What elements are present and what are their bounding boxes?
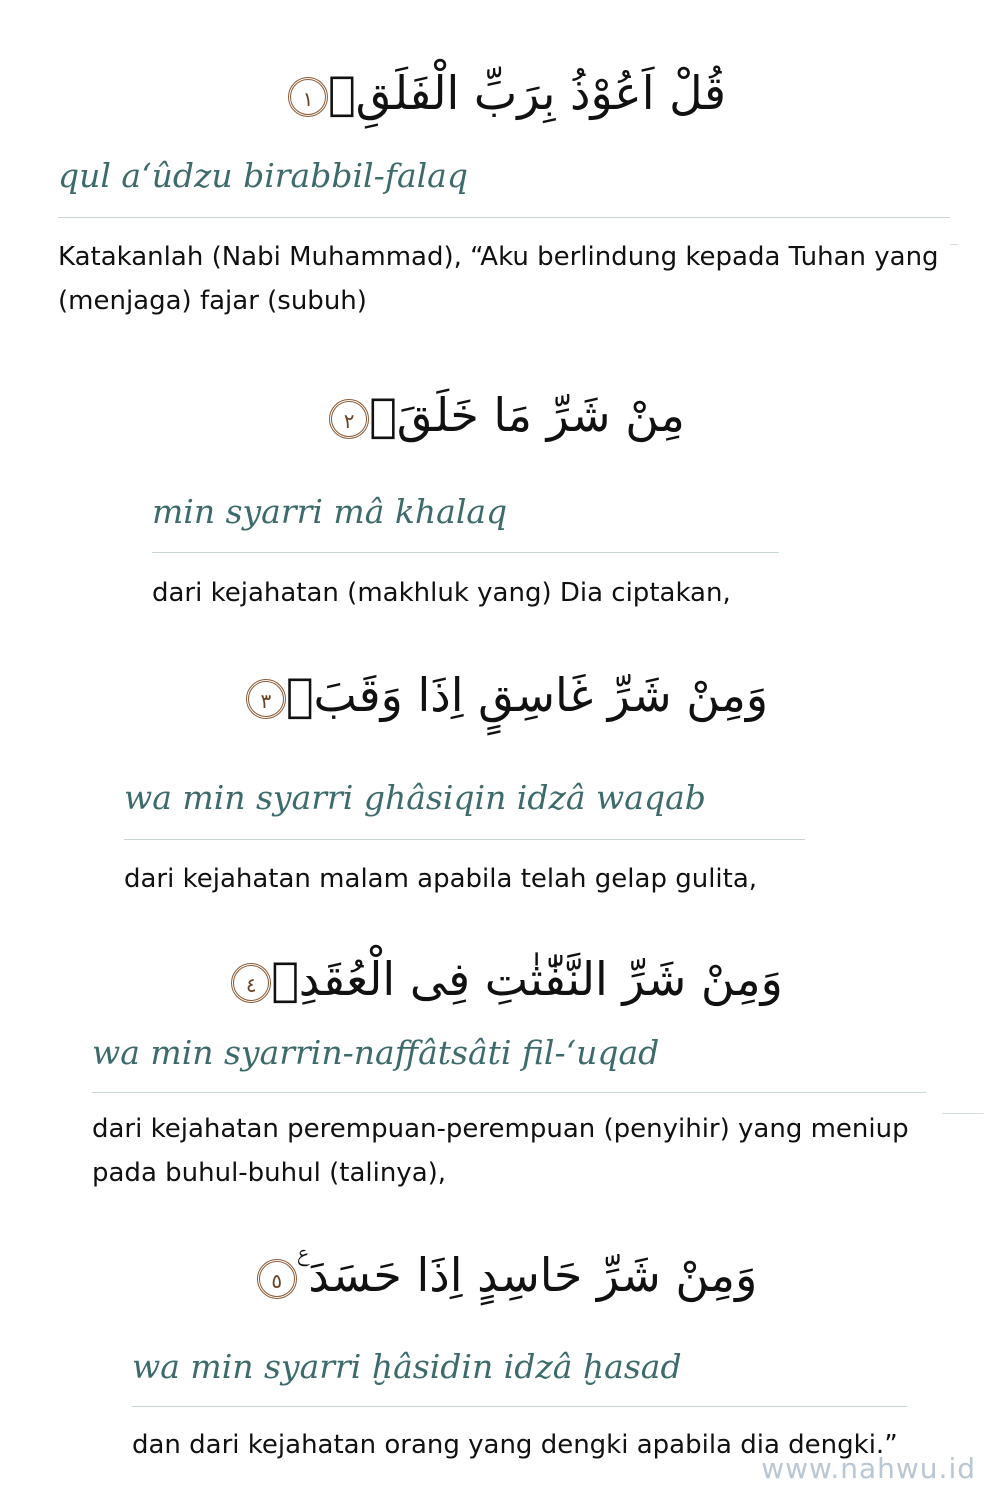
- verse-number-badge-3: ٣: [246, 679, 286, 719]
- transliteration-5: wa min syarri ḫâsidin idzâ ḫasad: [132, 1347, 682, 1386]
- arabic-text-5: وَمِنْ شَرِّ حَاسِدٍ اِذَا حَسَدَ ࣖ: [296, 1248, 758, 1302]
- transliteration-1: qul a‘ûdzu birabbil-falaq: [58, 156, 468, 195]
- divider-4: [92, 1092, 926, 1093]
- translation-1: Katakanlah (Nabi Muhammad), “Aku berlindung kepada Tuhan yang (menjaga) fajar (subuh): [58, 242, 939, 316]
- arabic-verse-5: [0, 1240, 1000, 1310]
- arabic-text-3: وَمِنْ شَرِّ غَاسِقٍ اِذَا وَقَبَۙ: [285, 668, 769, 722]
- translation-2: dari kejahatan (makhluk yang) Dia ciptakan,: [152, 578, 731, 608]
- arabic-text-1: قُلْ اَعُوْذُ بِرَبِّ الْفَلَقِۙ: [328, 66, 726, 120]
- arabic-verse-1: [0, 58, 1000, 128]
- verse-number-badge-5: ٥: [257, 1259, 297, 1299]
- verse-number-badge-1: ١: [288, 77, 328, 117]
- arabic-verse-2: [0, 380, 1000, 450]
- arabic-text-2: مِنْ شَرِّ مَا خَلَقَۙ: [369, 388, 685, 442]
- divider-5: [132, 1406, 907, 1407]
- divider-2: [152, 552, 779, 553]
- transliteration-3: wa min syarri ghâsiqin idzâ waqab: [124, 778, 706, 817]
- verse-number-badge-2: ٢: [329, 399, 369, 439]
- watermark: www.nahwu.id: [761, 1452, 976, 1485]
- divider-3: [124, 839, 805, 840]
- divider-fragment-1: [950, 244, 958, 245]
- transliteration-4: wa min syarrin-naffâtsâti fil-‘uqad: [92, 1033, 660, 1072]
- arabic-text-4: وَمِنْ شَرِّ النَّفّٰثٰتِ فِى الْعُقَدِۙ: [271, 952, 783, 1006]
- divider-fragment-2: [942, 1113, 984, 1114]
- translation-5: dan dari kejahatan orang yang dengki apabila dia dengki.”: [132, 1430, 898, 1460]
- divider-1: [58, 217, 950, 218]
- translation-4: dari kejahatan perempuan-perempuan (penyihir) yang meniup pada buhul-buhul (talinya),: [92, 1114, 909, 1188]
- arabic-verse-4: [0, 944, 1000, 1014]
- translation-3: dari kejahatan malam apabila telah gelap gulita,: [124, 864, 758, 894]
- verse-number-badge-4: ٤: [231, 963, 271, 1003]
- transliteration-2: min syarri mâ khalaq: [152, 492, 508, 531]
- arabic-verse-3: [0, 660, 1000, 730]
